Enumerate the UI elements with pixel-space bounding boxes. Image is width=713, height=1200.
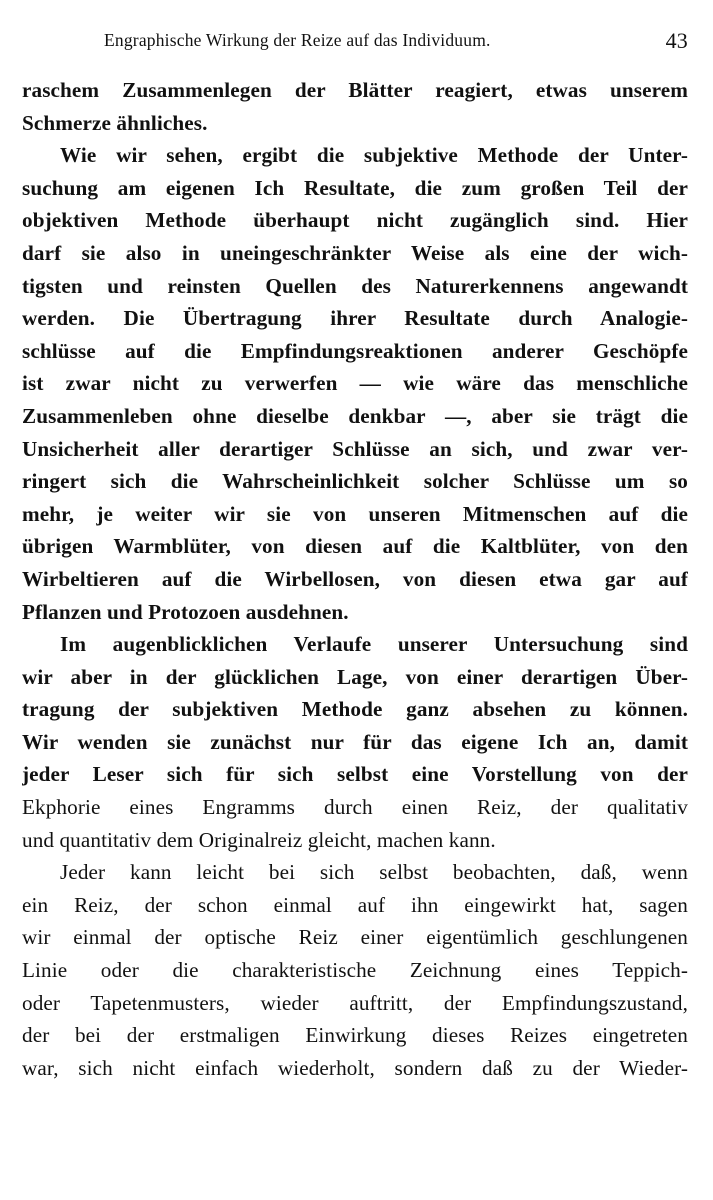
text-line: oder Tapetenmusters, wieder auftritt, der Empfindungszustand,: [22, 990, 688, 1015]
text-line: der bei der erstmaligen Einwirkung dieses Reizes eingetreten: [22, 1023, 688, 1048]
running-header: [22, 30, 688, 64]
text-line: Schmerze ähnliches.: [22, 110, 208, 135]
paragraph-1: [22, 74, 688, 139]
text-line: schlüsse auf die Empfindungsreaktionen anderer Geschöpfe: [22, 338, 688, 363]
paragraph-3: [22, 628, 688, 856]
text-line: tigsten und reinsten Quellen des Naturerkennens angewandt: [22, 273, 688, 298]
paragraph-4: [22, 856, 688, 1084]
text-line: und quantitativ dem Originalreiz gleicht, machen kann.: [22, 827, 496, 852]
book-page: [22, 30, 688, 1084]
page-number: 43: [665, 28, 688, 53]
text-line: ist zwar nicht zu verwerfen — wie wäre das menschliche: [22, 371, 688, 396]
paragraph-2: [22, 139, 688, 628]
text-line: tragung der subjektiven Methode ganz absehen zu können.: [22, 697, 688, 722]
text-line: Wir wenden sie zunächst nur für das eigene Ich an, damit: [22, 729, 688, 754]
text-line: mehr, je weiter wir sie von unseren Mitmenschen auf die: [22, 501, 688, 526]
text-line: jeder Leser sich für sich selbst eine Vorstellung von der: [22, 762, 688, 787]
text-line: Ekphorie eines Engramms durch einen Reiz, der qualitativ: [22, 795, 688, 820]
text-line: raschem Zusammenlegen der Blätter reagiert, etwas unserem: [22, 78, 688, 102]
text-line: wir aber in der glücklichen Lage, von einer derartigen Über-: [22, 664, 688, 689]
text-line: Wirbeltieren auf die Wirbellosen, von diesen etwa gar auf: [22, 566, 688, 591]
text-line: übrigen Warmblüter, von diesen auf die Kaltblüter, von den: [22, 534, 688, 559]
text-line: Unsicherheit aller derartiger Schlüsse an sich, und zwar ver-: [22, 436, 688, 461]
text-line: war, sich nicht einfach wiederholt, sondern daß zu der Wieder-: [22, 1055, 688, 1080]
text-line: Wie wir sehen, ergibt die subjektive Methode der Unter-: [60, 143, 688, 168]
text-line: Zusammenleben ohne dieselbe denkbar —, aber sie trägt die: [22, 403, 688, 428]
text-line: Pflanzen und Protozoen ausdehnen.: [22, 599, 349, 624]
text-line: Im augenblicklichen Verlaufe unserer Untersuchung sind: [60, 632, 688, 657]
text-line: werden. Die Übertragung ihrer Resultate durch Analogie-: [22, 306, 688, 331]
body-text: [22, 74, 688, 1084]
text-line: ringert sich die Wahrscheinlichkeit solcher Schlüsse um so: [22, 469, 688, 494]
text-line: objektiven Methode überhaupt nicht zugänglich sind. Hier: [22, 208, 688, 233]
text-line: ein Reiz, der schon einmal auf ihn eingewirkt hat, sagen: [22, 892, 688, 917]
running-title: Engraphische Wirkung der Reize auf das Individuum.: [104, 30, 491, 50]
text-line: suchung am eigenen Ich Resultate, die zum großen Teil der: [22, 175, 688, 200]
text-line: Linie oder die charakteristische Zeichnung eines Teppich-: [22, 958, 688, 983]
text-line: wir einmal der optische Reiz einer eigentümlich geschlungenen: [22, 925, 688, 950]
text-line: Jeder kann leicht bei sich selbst beobachten, daß, wenn: [60, 860, 688, 885]
text-line: darf sie also in uneingeschränkter Weise als eine der wich-: [22, 240, 688, 265]
